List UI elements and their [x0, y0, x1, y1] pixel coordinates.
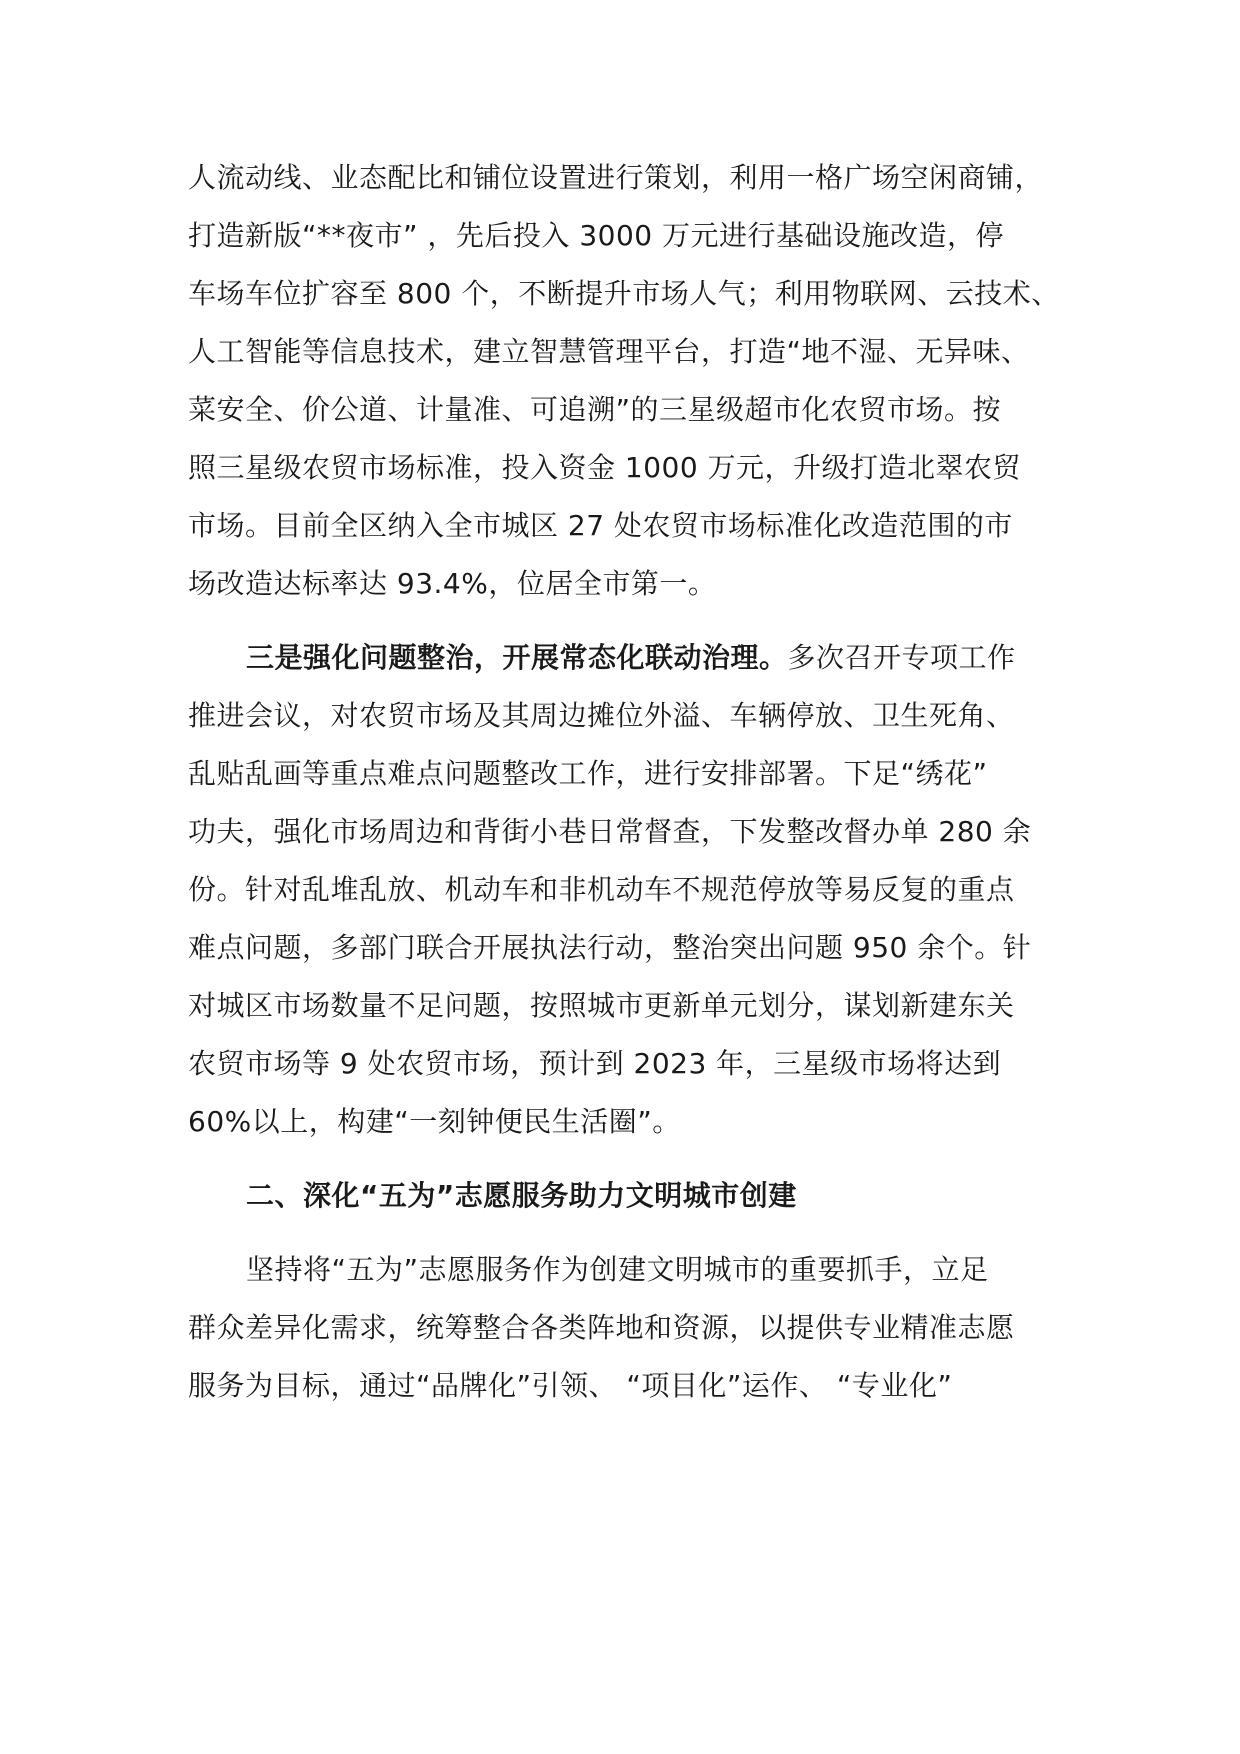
paragraph-line: 份。针对乱堆乱放、机动车和非机动车不规范停放等易反复的重点 — [188, 873, 1015, 906]
paragraph-line: 人工智能等信息技术，建立智慧管理平台，打造“地不湿、无异味、 — [188, 335, 1030, 368]
paragraph-line: 60%以上，构建“一刻钟便民生活圈”。 — [188, 1105, 681, 1138]
section-heading: 二、深化“五为”志愿服务助力文明城市创建 — [246, 1179, 797, 1212]
paragraph-line: 菜安全、价公道、计量准、可追溯”的三星级超市化农贸市场。按 — [188, 393, 1002, 426]
paragraph-line: 服务为目标，通过“品牌化”引领、 “项目化”运作、 “专业化” — [188, 1369, 953, 1402]
paragraph-line: 市场。目前全区纳入全市城区 27 处农贸市场标准化改造范围的市 — [188, 509, 1013, 542]
paragraph-lead-bold: 三是强化问题整治，开展常态化联动治理。 — [246, 641, 788, 674]
paragraph-line: 群众差异化需求，统筹整合各类阵地和资源，以提供专业精准志愿 — [188, 1311, 1015, 1344]
paragraph-line: 车场车位扩容至 800 个，不断提升市场人气；利用物联网、云技术、 — [188, 277, 1060, 310]
paragraph-line: 难点问题，多部门联合开展执法行动，整治突出问题 950 余个。针 — [188, 931, 1032, 964]
paragraph-line: 功夫，强化市场周边和背街小巷日常督查，下发整改督办单 280 余 — [188, 815, 1032, 848]
paragraph-lead-rest: 多次召开专项工作 — [787, 641, 1016, 674]
paragraph-line: 场改造达标率达 93.4%，位居全市第一。 — [188, 567, 717, 600]
paragraph-line: 农贸市场等 9 处农贸市场，预计到 2023 年，三星级市场将达到 — [188, 1047, 1002, 1080]
paragraph-line: 照三星级农贸市场标准，投入资金 1000 万元，升级打造北翠农贸 — [188, 451, 1022, 484]
paragraph-line: 人流动线、业态配比和铺位设置进行策划，利用一格广场空闲商铺， — [188, 161, 1044, 194]
paragraph-line: 乱贴乱画等重点难点问题整改工作，进行安排部署。下足“绣花” — [188, 757, 988, 790]
paragraph-line: 推进会议，对农贸市场及其周边摊位外溢、车辆停放、卫生死角、 — [188, 699, 1015, 732]
paragraph-line: 对城区市场数量不足问题，按照城市更新单元划分，谋划新建东关 — [188, 989, 1015, 1022]
paragraph-line: 打造新版“**夜市” ，先后投入 3000 万元进行基础设施改造，停 — [188, 219, 1004, 252]
paragraph-first-line — [246, 638, 1146, 678]
paragraph-first-line: 坚持将“五为”志愿服务作为创建文明城市的重要抓手，立足 — [246, 1253, 989, 1286]
